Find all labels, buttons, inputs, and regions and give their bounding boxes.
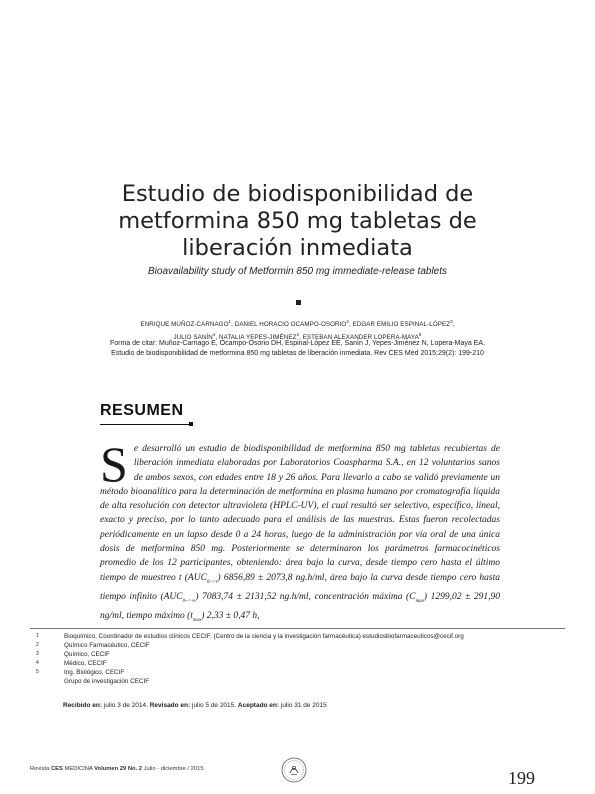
- journal-seal-icon: [281, 757, 307, 783]
- footnote: 2 Químico Farmacéutico, CECIF: [36, 642, 150, 649]
- citation-line: Forma de citar: Muñoz-Carnago E, Ocampo-Osorio DH, Espinal-López EE, Sanín J, Yepes-Jiménez N, Lopera-Maya EA.: [109, 340, 486, 347]
- footnote: 5 Ing. Biológico, CECIF: [36, 669, 125, 676]
- heading-underline-mark: [189, 422, 193, 426]
- title-line: metformina 850 mg tabletas de: [118, 208, 477, 234]
- footnote: 1 Bioquímico, Coordinador de estudios clínicos CECIF. (Centro de la ciencia y la investigación farmacéutica) estudiosbiofarmaceuticos@cecif.org: [36, 633, 464, 640]
- abstract-body: Se desarrolló un estudio de biodisponibilidad de metformina 850 mg tabletas recubiertas de liberación inmediata elaboradas por Laboratorios Coaspharma S.A., en 12 voluntarios sanos de ambos sexos, con edades entre 18 y 26 años. Para llevarlo a cabo se validó previamente un método bioanalítico para la determinación de metformina en plasma humano por cromatografía líquida de alta resolución con detector ultravioleta (HPLC-UV), el cual resultó ser selectivo, específico, lineal, exacto y preciso, por lo tanto adecuado para el análisis de las muestras. Estas fueron recolectadas periódicamente en un lapso desde 0 a 24 horas, luego de la administración por vía oral de una única dosis de metformina 850 mg. Posteriormente se determinaron los parámetros farmacocinéticos promedio de los 12 participantes, obteniendo: área bajo la curva, desde tiempo cero hasta el último tiempo de muestreo t $(AUC_{0-->t}) 6856,89 \pm 2073,8$ ng.h/ml, área bajo la curva desde tiempo cero hasta tiempo infinito $(AUC_{0-->\infty}) 7083,74 \pm 2131,52$ ng.h/ml, concentración máxima $(C_{max}) 1299,02 \pm 291,90$ ng/ml, tiempo máximo $(t_{max}) 2,33 \pm 0,47$ h,: [100, 436, 500, 623]
- title-line: Estudio de biodisponibilidad de: [121, 181, 474, 207]
- footnote: Grupo de investigación CECIF: [64, 678, 150, 685]
- title-line: liberación inmediata: [182, 235, 413, 261]
- footnote: 3 Químico, CECIF: [36, 651, 110, 658]
- heading-underline: [100, 424, 191, 425]
- page-number: 199: [508, 768, 535, 788]
- author-line: JULIO SANÍN$^4$, NATALIA YEPES-JIMÉNEZ$^3$, ESTEBAN ALEXANDER LOPERA-MAYA$^5$: [173, 332, 422, 342]
- author-line: ENRIQUE MUÑOZ-CARNAGO$^1$, DANIEL HORACIO OCAMPO-OSORIO$^2$, EDGAR EMILIO ESPINAL-LÓPEZ$^3$,: [140, 319, 455, 329]
- footnote: 4 Médico, CECIF: [36, 660, 107, 667]
- article-subtitle: Bioavailability study of Metformin 850 mg immediate-release tablets: [147, 266, 448, 277]
- article-title: [0, 181, 595, 262]
- section-heading: RESUMEN: [100, 402, 184, 419]
- drop-cap: S: [100, 436, 128, 492]
- footnote-rule: [30, 628, 565, 629]
- title-separator-mark: [296, 300, 301, 305]
- citation-line: Estudio de biodisponibilidad de metformina 850 mg tabletas de liberación inmediata. Rev CES Med 2015;29(2): 199-210: [111, 350, 484, 357]
- citation: [30, 339, 565, 359]
- journal-footer: Revista CES MEDICINA Volumen 29 No. 2 Julio - diciembre / 2015: [30, 766, 204, 772]
- received-dates: Recibido en: julio 3 de 2014. Revisado en: julio 5 de 2015. Aceptado en: julio 31 de 2015: [63, 702, 327, 709]
